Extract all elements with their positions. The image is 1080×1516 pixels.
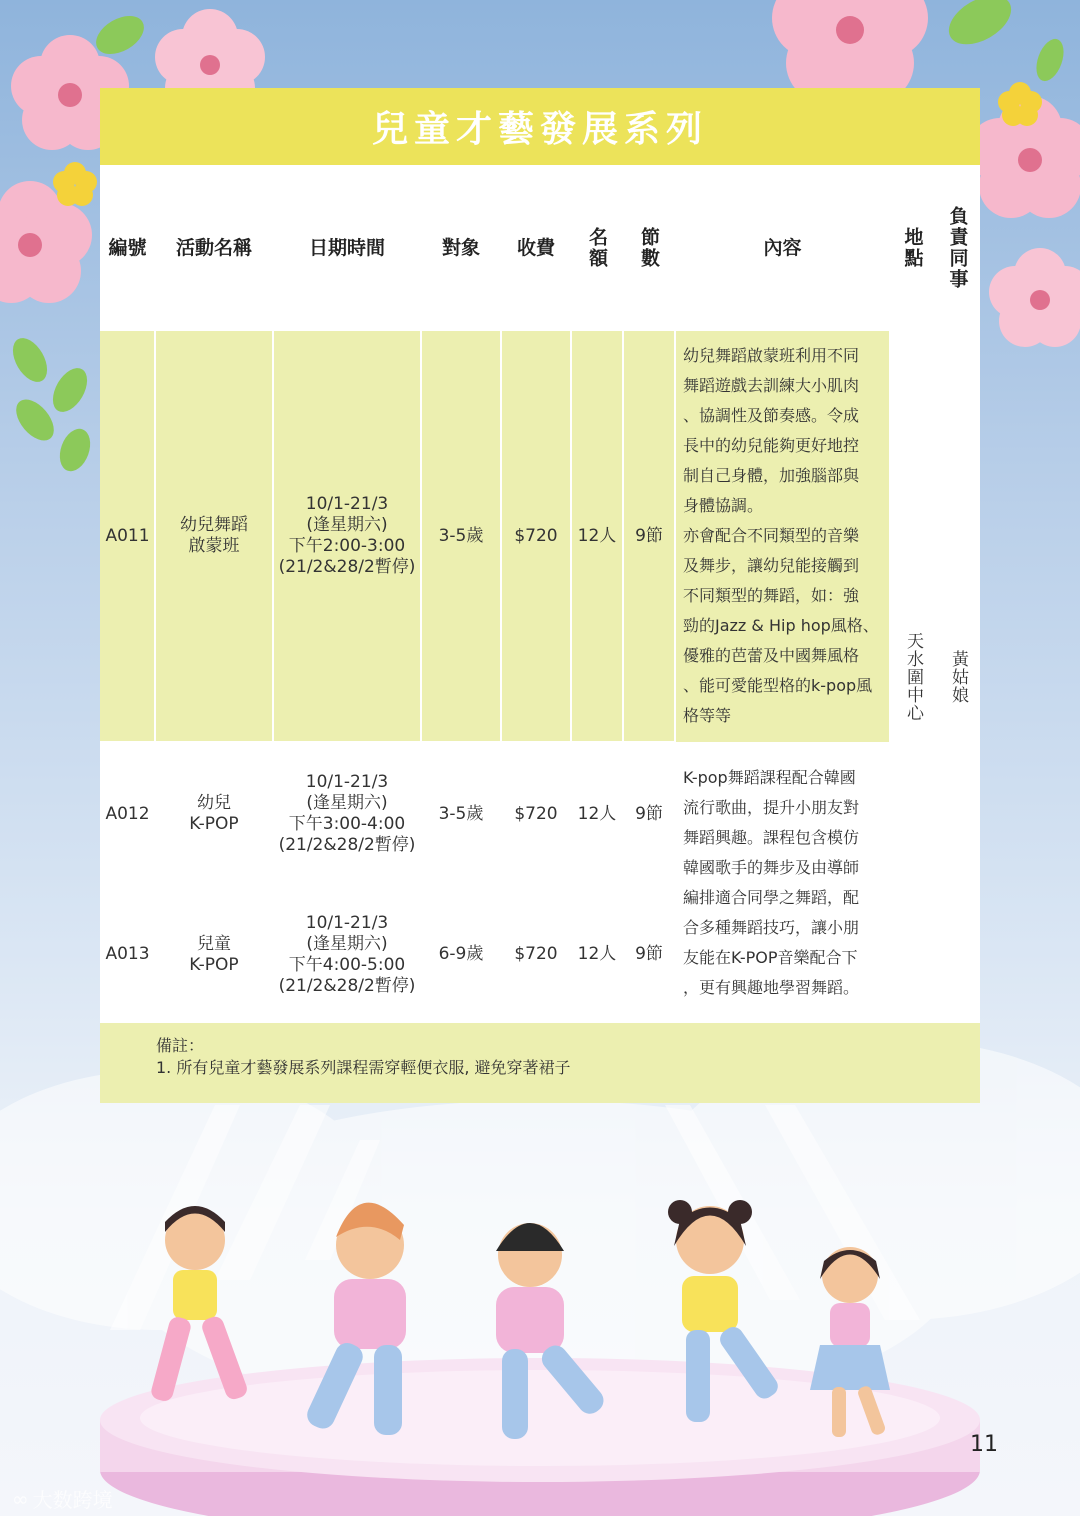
watermark: ∞ 大数跨境: [12, 1486, 113, 1512]
row-a013-sessions: 9節: [635, 944, 663, 964]
staff-cell: 黃姑娘: [948, 649, 968, 704]
notes-section: [100, 1023, 980, 1103]
page-number: 11: [970, 1432, 998, 1457]
header-staff: 負責同事: [946, 205, 969, 290]
row-a011-datetime: 10/1-21/3 (逢星期六) 下午2:00-3:00 (21/2&28/2暫停): [278, 494, 416, 577]
row-a013-quota: 12人: [577, 944, 617, 964]
row-a013-target: 6-9歲: [438, 944, 484, 964]
row-a013-datetime: 10/1-21/3 (逢星期六) 下午4:00-5:00 (21/2&28/2暫停): [278, 912, 416, 996]
row-a011-name: 幼兒舞蹈 啟蒙班: [180, 515, 248, 556]
header-sessions: 節數: [638, 226, 660, 269]
watermark-logo-icon: ∞: [12, 1486, 29, 1511]
header-location: 地點: [901, 226, 924, 269]
header-code: 編號: [108, 236, 147, 259]
header-fee: 收費: [516, 236, 555, 259]
row-a011-content: 幼兒舞蹈啟蒙班利用不同 舞蹈遊戲去訓練大小肌肉 、協調性及節奏感。令成 長中的幼兒能夠更好地控 制自己身體，加強腦部與 身體協調。 亦會配合不同類型的音樂 及舞步，讓幼兒能接觸到 不同類型的舞蹈，如：強 勁的Jazz & Hip hop風格、 優雅的芭蕾及中國舞風格 、能可愛能型格的k-pop風 格等等: [683, 346, 879, 725]
row-a011-quota: 12人: [577, 525, 617, 546]
header-name: 活動名稱: [175, 236, 252, 259]
page-title: 兒童才藝發展系列: [371, 109, 708, 150]
location-cell: 天水圍中心: [903, 631, 923, 722]
row-a012-datetime: 10/1-21/3 (逢星期六) 下午3:00-4:00 (21/2&28/2暫停): [278, 772, 416, 855]
row-a012-fee: $720: [514, 803, 558, 824]
row-a013-fee: $720: [514, 944, 558, 964]
row-a011-sessions: 9節: [635, 525, 663, 546]
row-a011-target: 3-5歲: [438, 525, 484, 546]
header-datetime: 日期時間: [308, 236, 385, 259]
row-a012-quota: 12人: [577, 803, 617, 824]
header-quota: 名額: [586, 226, 608, 269]
schedule-table-card: [100, 88, 980, 1103]
header-target: 對象: [441, 236, 480, 259]
notes-label: 備註：: [156, 1036, 205, 1055]
row-a012-target: 3-5歲: [438, 803, 484, 824]
row-a013-name: 兒童 K-POP: [189, 933, 239, 975]
row-a012-sessions: 9節: [635, 803, 663, 824]
row-a012-code: A012: [105, 803, 150, 824]
notes-line-1: 1. 所有兒童才藝發展系列課程需穿輕便衣服, 避免穿著裙子: [156, 1058, 571, 1077]
row-a011-code: A011: [105, 525, 150, 546]
row-a013-code: A013: [105, 944, 150, 964]
kpop-content: K-pop舞蹈課程配合韓國 流行歌曲，提升小朋友對 舞蹈興趣。課程包含模仿 韓國歌手的舞步及由導師 編排適合同學之舞蹈，配 合多種舞蹈技巧，讓小朋 友能在K-POP音樂配合下 ，更有興趣地學習舞蹈。: [683, 768, 860, 997]
row-a011-fee: $720: [514, 525, 558, 546]
title-bar: [100, 88, 980, 165]
header-content: 內容: [763, 236, 802, 259]
row-a012-name: 幼兒 K-POP: [189, 793, 239, 834]
